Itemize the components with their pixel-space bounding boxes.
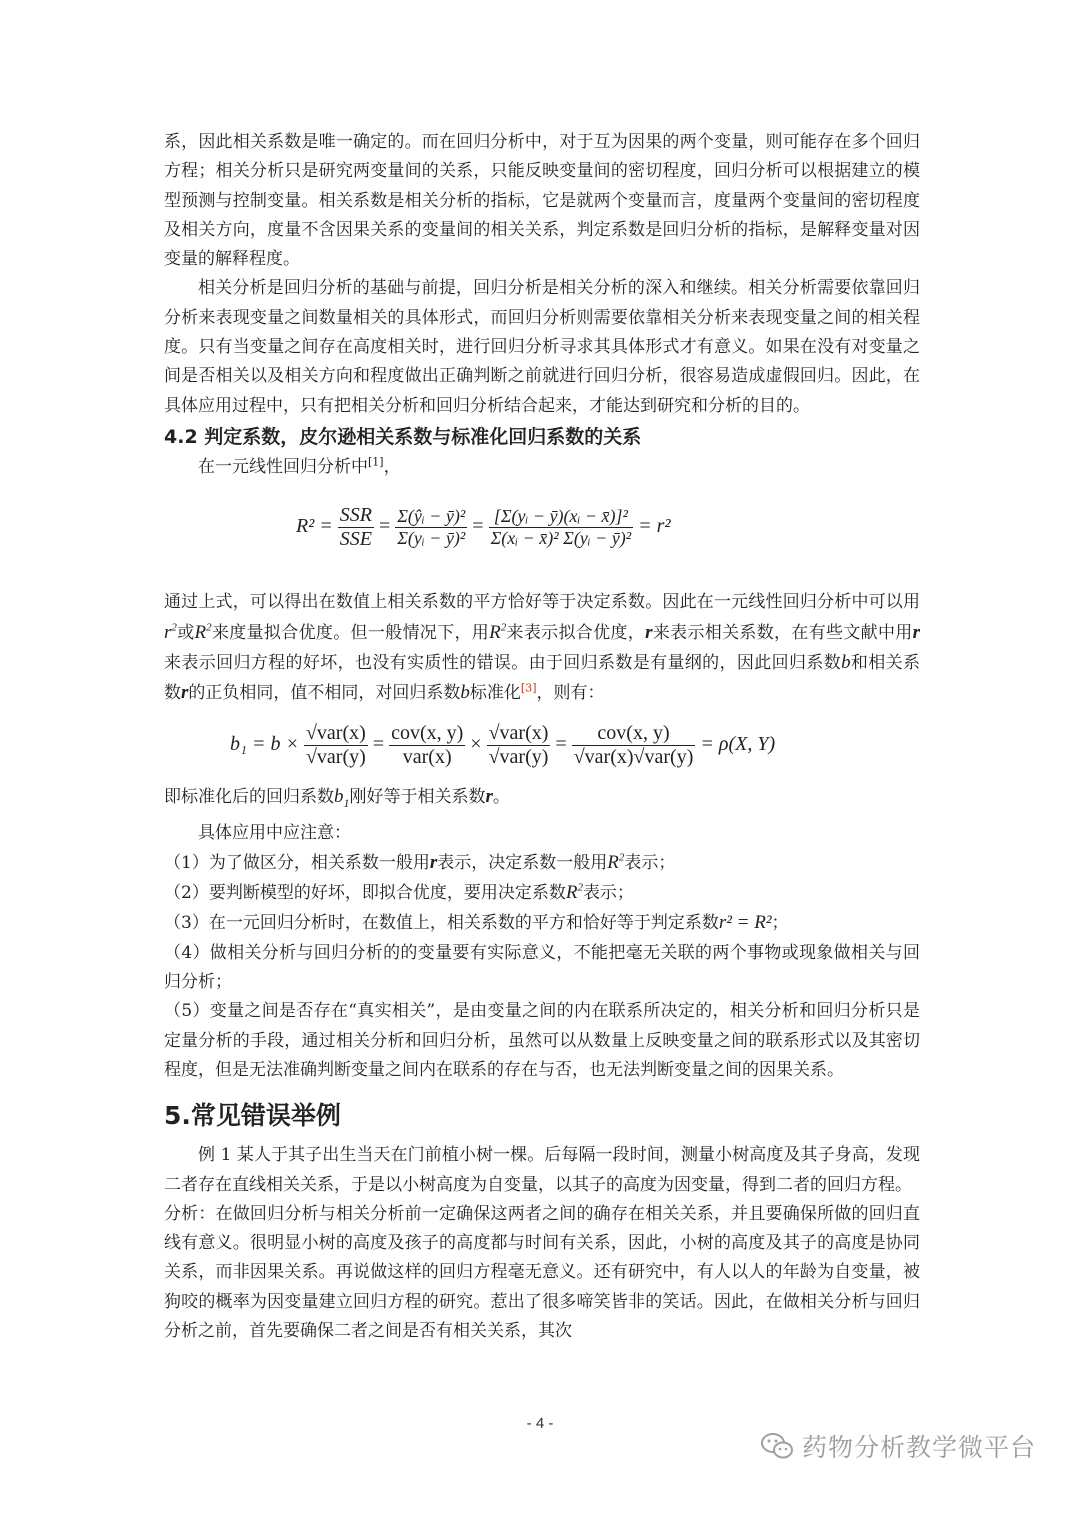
text-a: 通过上式，可以得出在数值上相关系数的平方恰好等于决定系数。因此在一元线性回归分析中可以用	[164, 592, 920, 613]
eq2-frac-3	[487, 722, 551, 769]
paragraph-intro	[164, 453, 920, 482]
note-item-5: （5）变量之间是否存在“真实相关”，是由变量之间的内在联系所决定的，相关分析和回归分析只是定量分析的手段，通过相关分析和回归分析，虽然可以从数量上反映变量之间的联系形式以及其密切程度，但是无法准确判断变量之间内在联系的存在与否，也无法判断变量之间的因果关系。	[164, 1001, 920, 1080]
eq1-num2: [Σ(yᵢ − ȳ)(xᵢ − x̄)]²	[493, 506, 628, 527]
R-symbol-b: R	[489, 621, 501, 643]
eq1-rhs: = r²	[638, 515, 671, 538]
citation-3: [3]	[520, 681, 537, 695]
paragraph-after-eq1	[164, 588, 920, 708]
note-item-4: （4）做相关分析与回归分析的的变量要有实际意义，不能把毫无关联的两个事物或现象做相关与回归分析；	[164, 942, 920, 993]
b1-symbol: b	[334, 786, 344, 808]
eq2-sqrt-varx-2: √var(x)	[488, 722, 549, 745]
eq1-frac-1	[395, 506, 467, 549]
intro-end: ，	[383, 456, 401, 477]
eq2-sqrt-vary: √var(y)	[305, 746, 366, 769]
section-heading-4-2: 4.2 判定系数，皮尔逊相关系数与标准化回归系数的关系	[164, 425, 642, 448]
eq2-sqrt-varx: √var(x)	[305, 722, 366, 745]
item1-b: 表示，决定系数一般用	[437, 852, 608, 873]
eq2-frac-2	[389, 722, 465, 769]
wechat-icon	[760, 1431, 794, 1461]
eq2-equals-2: =	[555, 733, 567, 756]
bold-r-5: r	[429, 851, 438, 873]
inline-b-2: b	[460, 682, 470, 704]
watermark-text: 药物分析教学微平台	[802, 1433, 1037, 1462]
eq1-equals: =	[378, 515, 391, 538]
intro-text: 在一元线性回归分析中	[198, 456, 368, 477]
text-eq2-c: 。	[492, 787, 510, 808]
eq1-den1: Σ(yᵢ − ȳ)²	[397, 528, 466, 549]
equation-1-line	[296, 504, 670, 551]
eq2-equals: =	[372, 733, 385, 756]
eq2-rhs: = ρ(X, Y)	[700, 733, 776, 756]
eq2-sqrt-vary-2: √var(y)	[488, 746, 549, 769]
inline-R2	[195, 622, 212, 643]
sq-exp-3: 2	[500, 621, 507, 634]
inline-b1	[334, 786, 350, 811]
eq2-cov: cov(x, y)	[391, 722, 464, 745]
eq1-ssr: SSR	[339, 504, 372, 527]
note-item-1	[164, 848, 920, 878]
item1-c: 表示；	[624, 852, 676, 873]
R-symbol-d: R	[565, 882, 578, 904]
inline-R2-d	[566, 882, 583, 903]
eq2-frac-1	[304, 722, 368, 769]
eq1-den2: Σ(xᵢ − x̄)² Σ(yᵢ − ȳ)²	[490, 528, 632, 549]
inline-r2-eq-R2: r² = R²	[718, 912, 772, 934]
text-h: 的正负相同，值不相同，对回归系数	[188, 683, 461, 704]
notes-intro: 具体应用中应注意：	[198, 822, 351, 843]
bold-r-1: r	[645, 621, 653, 643]
inline-r	[164, 622, 177, 643]
eq1-num1: Σ(ŷᵢ − ȳ)²	[397, 506, 466, 527]
eq2-times: ×	[470, 733, 482, 756]
text-i: 标准化	[469, 683, 521, 704]
bold-r-4: r	[485, 786, 493, 808]
eq2-cov-2: cov(x, y)	[597, 722, 670, 745]
item3-b: ；	[771, 913, 789, 934]
watermark	[760, 1426, 1060, 1466]
text-e: 来表示相关系数，在有些文献中用	[652, 622, 913, 643]
item2-a: （2）要判断模型的好坏，即拟合优度，要用决定系数	[164, 883, 566, 904]
page-number: - 4 -	[526, 1415, 554, 1432]
eq1-sse: SSE	[339, 528, 372, 551]
item2-b: 表示；	[582, 883, 634, 904]
bold-r-2: r	[912, 621, 921, 643]
eq2-frac-4	[572, 722, 696, 769]
eq2-den-last: √var(x)√var(y)	[573, 746, 694, 769]
analysis-paragraph: 分析：在做回归分析与相关分析前一定确保这两者之间的确存在相关关系，并且要确保所做的回归直线有意义。很明显小树的高度及孩子的高度都与时间有关系，因此，小树的高度及其子的高度是协同关系，而非因果关系。再说做这样的回归方程毫无意义。还有研究中，有人以人的年龄为自变量，被狗咬的概率为因变量建立回归方程的研究。惹出了很多啼笑皆非的笑话。因此，在做相关分析与回归分析之前，首先要确保二者之间是否有相关关系，其次	[164, 1203, 920, 1341]
eq2-varx: var(x)	[389, 745, 465, 769]
example-1: 例 1 某人于其子出生当天在门前植小树一棵。后每隔一段时间，测量小树高度及其子身高，发现二者存在直线相关关系，于是以小树高度为自变量，以其子的高度为因变量，得到二者的回归方程。	[164, 1145, 920, 1195]
item3-a: （3）在一元回归分析时，在数值上，相关系数的平方和恰好等于判定系数	[164, 913, 719, 934]
inline-R2-c	[607, 852, 624, 873]
text-d: 来表示拟合优度，	[506, 622, 646, 643]
bold-r-3: r	[181, 682, 189, 704]
sq-exp-4: 2	[618, 851, 625, 864]
r-symbol: r	[164, 621, 172, 643]
sq-exp-2: 2	[206, 621, 212, 634]
text-f: 来表示回归方程的好坏，也没有实质性的错误。由于回归系数是有量纲的，因此回归系数	[164, 652, 842, 673]
equation-standardized-coef	[164, 710, 920, 780]
paragraph-relation: 相关分析是回归分析的基础与前提，回归分析是相关分析的深入和继续。相关分析需要依靠回归分析来表现变量之间数量相关的具体形式，而回归分析则需要依靠相关分析来表现变量之间的相关程度。只有当变量之间存在高度相关时，进行回归分析寻求其具体形式才有意义。如果在没有对变量之间是否相关以及相关方向和程度做出正确判断之前就进行回归分析，很容易造成虚假回归。因此，在具体应用过程中，只有把相关分析和回归分析结合起来，才能达到研究和分析的目的。	[164, 278, 920, 416]
eq1-equals-2: =	[472, 515, 484, 538]
text-g: 和相关系数	[164, 652, 921, 704]
equation-r-squared	[164, 482, 920, 588]
text-j: ，则有：	[536, 683, 605, 704]
inline-b-1: b	[841, 651, 851, 673]
sq-exp-5: 2	[577, 881, 583, 894]
page-content	[164, 128, 920, 1346]
R-symbol-c: R	[607, 851, 619, 873]
eq1-lhs: R² =	[296, 515, 333, 538]
text-eq2-a: 即标准化后的回归系数	[164, 787, 334, 808]
section-heading-5: 5.常见错误举例	[164, 1101, 341, 1131]
eq1-frac-2	[489, 506, 634, 549]
note-item-2	[164, 878, 920, 908]
note-item-3	[164, 908, 920, 938]
text-c: 来度量拟合优度。但一般情况下，用	[211, 622, 490, 643]
R-symbol: R	[194, 621, 207, 643]
sq-exp: 2	[171, 621, 177, 634]
eq1-ssr-sse	[338, 504, 374, 551]
item1-a: （1）为了做区分，相关系数一般用	[164, 852, 430, 873]
citation-1: [1]	[368, 455, 384, 469]
paragraph-continuation: 系，因此相关系数是唯一确定的。而在回归分析中，对于互为因果的两个变量，则可能存在多个回归方程；相关分析只是研究两变量间的关系，只能反映变量间的密切程度，回归分析可以根据建立的模型预测与控制变量。相关系数是相关分析的指标，它是就两个变量而言，度量两个变量间的密切程度及相关方向，度量不含因果关系的变量间的相关关系，判定系数是回归分析的指标，是解释变量对因变量的解释程度。	[164, 132, 920, 270]
paragraph-after-eq2	[164, 782, 920, 818]
equation-2-line	[230, 722, 775, 769]
inline-R2-b	[489, 622, 506, 643]
text-eq2-b: 刚好等于相关系数	[349, 787, 486, 808]
eq2-lhs: b₁ = b ×	[230, 733, 299, 756]
b1-sub: 1	[343, 796, 350, 811]
text-b: 或	[176, 622, 195, 643]
